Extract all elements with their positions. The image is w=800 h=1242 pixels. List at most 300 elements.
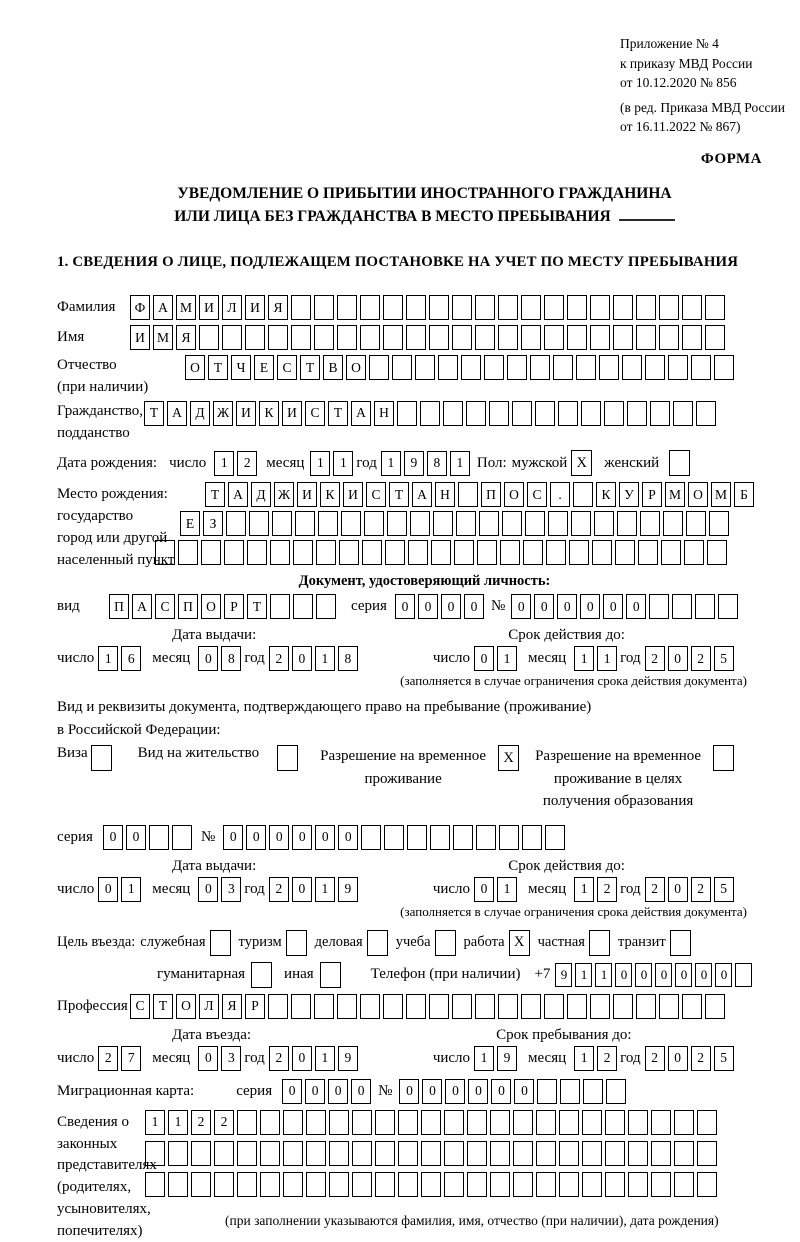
char-cell[interactable] <box>674 1141 694 1166</box>
char-cell[interactable] <box>168 1141 188 1166</box>
char-cell[interactable] <box>512 401 532 426</box>
char-cell[interactable]: Ж <box>213 401 233 426</box>
char-cell[interactable] <box>499 825 519 850</box>
char-cell[interactable]: 0 <box>198 877 218 902</box>
gender-female-checkbox[interactable] <box>669 450 690 476</box>
char-cell[interactable] <box>581 401 601 426</box>
char-cell[interactable] <box>606 1079 626 1104</box>
char-cell[interactable]: К <box>596 482 616 507</box>
char-cell[interactable]: 2 <box>645 877 665 902</box>
char-cell[interactable]: 2 <box>597 877 617 902</box>
char-cell[interactable] <box>408 540 428 565</box>
char-cell[interactable]: Т <box>247 594 267 619</box>
char-cell[interactable] <box>429 994 449 1019</box>
char-cell[interactable]: И <box>282 401 302 426</box>
char-cell[interactable] <box>452 994 472 1019</box>
char-cell[interactable]: 1 <box>315 1046 335 1071</box>
char-cell[interactable] <box>599 355 619 380</box>
char-cell[interactable] <box>617 511 637 536</box>
char-cell[interactable] <box>507 355 527 380</box>
char-cell[interactable]: 2 <box>691 646 711 671</box>
char-cell[interactable]: 1 <box>98 646 118 671</box>
char-cell[interactable] <box>525 511 545 536</box>
char-cell[interactable] <box>522 825 542 850</box>
char-cell[interactable]: Л <box>222 295 242 320</box>
char-cell[interactable] <box>398 1141 418 1166</box>
char-cell[interactable] <box>398 1172 418 1197</box>
char-cell[interactable]: 0 <box>292 877 312 902</box>
char-cell[interactable] <box>705 325 725 350</box>
char-cell[interactable]: 2 <box>98 1046 118 1071</box>
char-cell[interactable] <box>559 1172 579 1197</box>
char-cell[interactable] <box>362 540 382 565</box>
char-cell[interactable] <box>337 295 357 320</box>
char-cell[interactable] <box>291 295 311 320</box>
char-cell[interactable]: 0 <box>474 877 494 902</box>
char-cell[interactable] <box>661 540 681 565</box>
gender-male-checkbox[interactable]: X <box>571 450 592 476</box>
char-cell[interactable] <box>513 1141 533 1166</box>
char-cell[interactable] <box>477 540 497 565</box>
char-cell[interactable]: Е <box>180 511 200 536</box>
char-cell[interactable]: М <box>711 482 731 507</box>
char-cell[interactable] <box>429 325 449 350</box>
char-cell[interactable] <box>407 825 427 850</box>
char-cell[interactable] <box>237 1141 257 1166</box>
purpose-other-checkbox[interactable] <box>320 962 341 988</box>
char-cell[interactable] <box>268 994 288 1019</box>
char-cell[interactable]: Д <box>190 401 210 426</box>
char-cell[interactable] <box>387 511 407 536</box>
char-cell[interactable]: 9 <box>338 1046 358 1071</box>
purpose-private-checkbox[interactable] <box>589 930 610 956</box>
char-cell[interactable]: Т <box>389 482 409 507</box>
char-cell[interactable]: 0 <box>126 825 146 850</box>
char-cell[interactable]: 0 <box>98 877 118 902</box>
char-cell[interactable] <box>415 355 435 380</box>
char-cell[interactable] <box>569 540 589 565</box>
char-cell[interactable] <box>406 994 426 1019</box>
char-cell[interactable] <box>456 511 476 536</box>
char-cell[interactable] <box>410 511 430 536</box>
char-cell[interactable]: 0 <box>626 594 646 619</box>
purpose-tourism-checkbox[interactable] <box>286 930 307 956</box>
char-cell[interactable]: 1 <box>497 877 517 902</box>
char-cell[interactable] <box>453 825 473 850</box>
char-cell[interactable] <box>682 994 702 1019</box>
char-cell[interactable] <box>673 401 693 426</box>
char-cell[interactable]: 0 <box>418 594 438 619</box>
char-cell[interactable] <box>291 994 311 1019</box>
char-cell[interactable] <box>249 511 269 536</box>
char-cell[interactable] <box>628 1172 648 1197</box>
char-cell[interactable] <box>420 401 440 426</box>
char-cell[interactable]: 5 <box>714 877 734 902</box>
char-cell[interactable] <box>392 355 412 380</box>
char-cell[interactable] <box>314 295 334 320</box>
char-cell[interactable] <box>224 540 244 565</box>
char-cell[interactable] <box>191 1141 211 1166</box>
char-cell[interactable] <box>360 325 380 350</box>
char-cell[interactable]: 0 <box>557 594 577 619</box>
char-cell[interactable]: П <box>109 594 129 619</box>
char-cell[interactable] <box>360 295 380 320</box>
char-cell[interactable]: 0 <box>223 825 243 850</box>
char-cell[interactable] <box>651 1110 671 1135</box>
char-cell[interactable] <box>214 1141 234 1166</box>
char-cell[interactable]: 1 <box>121 877 141 902</box>
char-cell[interactable] <box>475 325 495 350</box>
char-cell[interactable]: А <box>167 401 187 426</box>
char-cell[interactable] <box>650 401 670 426</box>
char-cell[interactable] <box>490 1172 510 1197</box>
char-cell[interactable]: 0 <box>315 825 335 850</box>
char-cell[interactable]: 1 <box>310 451 330 476</box>
char-cell[interactable] <box>383 325 403 350</box>
char-cell[interactable]: 0 <box>603 594 623 619</box>
char-cell[interactable]: 1 <box>497 646 517 671</box>
char-cell[interactable] <box>583 1079 603 1104</box>
char-cell[interactable]: Н <box>374 401 394 426</box>
char-cell[interactable]: С <box>277 355 297 380</box>
char-cell[interactable]: Р <box>642 482 662 507</box>
char-cell[interactable] <box>270 594 290 619</box>
char-cell[interactable]: 1 <box>575 963 592 987</box>
char-cell[interactable]: 0 <box>305 1079 325 1104</box>
char-cell[interactable] <box>318 511 338 536</box>
purpose-official-checkbox[interactable] <box>210 930 231 956</box>
char-cell[interactable] <box>636 325 656 350</box>
char-cell[interactable]: 6 <box>121 646 141 671</box>
char-cell[interactable] <box>498 295 518 320</box>
char-cell[interactable] <box>559 1141 579 1166</box>
char-cell[interactable] <box>484 355 504 380</box>
char-cell[interactable] <box>697 1172 717 1197</box>
char-cell[interactable]: 0 <box>580 594 600 619</box>
char-cell[interactable]: 2 <box>269 646 289 671</box>
char-cell[interactable]: М <box>176 295 196 320</box>
char-cell[interactable]: 9 <box>338 877 358 902</box>
char-cell[interactable] <box>429 295 449 320</box>
char-cell[interactable] <box>337 994 357 1019</box>
char-cell[interactable] <box>443 401 463 426</box>
char-cell[interactable]: П <box>178 594 198 619</box>
char-cell[interactable]: 0 <box>675 963 692 987</box>
char-cell[interactable]: 7 <box>121 1046 141 1071</box>
char-cell[interactable] <box>659 295 679 320</box>
char-cell[interactable] <box>530 355 550 380</box>
char-cell[interactable] <box>329 1172 349 1197</box>
char-cell[interactable] <box>260 1110 280 1135</box>
char-cell[interactable]: 2 <box>191 1110 211 1135</box>
char-cell[interactable] <box>697 1141 717 1166</box>
char-cell[interactable]: 1 <box>315 877 335 902</box>
char-cell[interactable]: А <box>228 482 248 507</box>
char-cell[interactable]: Т <box>205 482 225 507</box>
char-cell[interactable] <box>339 540 359 565</box>
char-cell[interactable] <box>605 1110 625 1135</box>
char-cell[interactable]: 2 <box>691 1046 711 1071</box>
char-cell[interactable]: В <box>323 355 343 380</box>
char-cell[interactable] <box>636 295 656 320</box>
char-cell[interactable]: 8 <box>221 646 241 671</box>
char-cell[interactable]: А <box>153 295 173 320</box>
char-cell[interactable] <box>559 1110 579 1135</box>
char-cell[interactable]: М <box>665 482 685 507</box>
char-cell[interactable] <box>615 540 635 565</box>
char-cell[interactable]: 2 <box>214 1110 234 1135</box>
char-cell[interactable]: 0 <box>695 963 712 987</box>
char-cell[interactable] <box>638 540 658 565</box>
char-cell[interactable]: И <box>297 482 317 507</box>
char-cell[interactable] <box>306 1110 326 1135</box>
char-cell[interactable] <box>513 1172 533 1197</box>
char-cell[interactable] <box>537 1079 557 1104</box>
char-cell[interactable]: 0 <box>655 963 672 987</box>
char-cell[interactable]: 3 <box>221 877 241 902</box>
char-cell[interactable] <box>705 295 725 320</box>
char-cell[interactable] <box>430 825 450 850</box>
char-cell[interactable]: 0 <box>491 1079 511 1104</box>
char-cell[interactable] <box>560 1079 580 1104</box>
char-cell[interactable]: 0 <box>328 1079 348 1104</box>
char-cell[interactable] <box>360 994 380 1019</box>
char-cell[interactable] <box>613 295 633 320</box>
char-cell[interactable] <box>406 295 426 320</box>
char-cell[interactable]: С <box>155 594 175 619</box>
char-cell[interactable]: 0 <box>668 1046 688 1071</box>
char-cell[interactable]: 0 <box>668 877 688 902</box>
char-cell[interactable] <box>375 1172 395 1197</box>
char-cell[interactable] <box>498 325 518 350</box>
char-cell[interactable]: А <box>412 482 432 507</box>
char-cell[interactable] <box>651 1141 671 1166</box>
char-cell[interactable]: С <box>366 482 386 507</box>
char-cell[interactable]: И <box>236 401 256 426</box>
char-cell[interactable]: С <box>130 994 150 1019</box>
char-cell[interactable] <box>168 1172 188 1197</box>
char-cell[interactable]: 5 <box>714 646 734 671</box>
char-cell[interactable]: 0 <box>464 594 484 619</box>
char-cell[interactable]: К <box>320 482 340 507</box>
char-cell[interactable] <box>498 994 518 1019</box>
char-cell[interactable]: 0 <box>441 594 461 619</box>
char-cell[interactable]: 0 <box>395 594 415 619</box>
char-cell[interactable]: 0 <box>292 1046 312 1071</box>
purpose-work-checkbox[interactable]: X <box>509 930 530 956</box>
char-cell[interactable]: Т <box>300 355 320 380</box>
char-cell[interactable] <box>544 295 564 320</box>
char-cell[interactable]: 0 <box>534 594 554 619</box>
char-cell[interactable]: Ж <box>274 482 294 507</box>
char-cell[interactable]: О <box>688 482 708 507</box>
char-cell[interactable]: 0 <box>103 825 123 850</box>
char-cell[interactable] <box>421 1141 441 1166</box>
char-cell[interactable] <box>421 1172 441 1197</box>
char-cell[interactable] <box>695 594 715 619</box>
char-cell[interactable] <box>272 511 292 536</box>
char-cell[interactable] <box>628 1141 648 1166</box>
char-cell[interactable]: . <box>550 482 570 507</box>
char-cell[interactable] <box>709 511 729 536</box>
char-cell[interactable] <box>546 540 566 565</box>
char-cell[interactable] <box>707 540 727 565</box>
char-cell[interactable]: 0 <box>635 963 652 987</box>
char-cell[interactable]: Я <box>176 325 196 350</box>
char-cell[interactable] <box>199 325 219 350</box>
char-cell[interactable]: 0 <box>292 825 312 850</box>
char-cell[interactable]: С <box>527 482 547 507</box>
char-cell[interactable] <box>573 482 593 507</box>
char-cell[interactable] <box>283 1110 303 1135</box>
char-cell[interactable] <box>545 825 565 850</box>
char-cell[interactable]: 0 <box>468 1079 488 1104</box>
char-cell[interactable] <box>444 1172 464 1197</box>
char-cell[interactable]: К <box>259 401 279 426</box>
char-cell[interactable] <box>613 325 633 350</box>
char-cell[interactable]: 0 <box>351 1079 371 1104</box>
char-cell[interactable]: О <box>176 994 196 1019</box>
char-cell[interactable] <box>476 825 496 850</box>
char-cell[interactable] <box>329 1110 349 1135</box>
char-cell[interactable] <box>397 401 417 426</box>
char-cell[interactable] <box>513 1110 533 1135</box>
char-cell[interactable] <box>668 355 688 380</box>
char-cell[interactable] <box>306 1172 326 1197</box>
char-cell[interactable] <box>613 994 633 1019</box>
char-cell[interactable]: 3 <box>221 1046 241 1071</box>
temp-residence-checkbox[interactable]: X <box>498 745 519 771</box>
char-cell[interactable] <box>705 994 725 1019</box>
purpose-study-checkbox[interactable] <box>435 930 456 956</box>
char-cell[interactable]: С <box>305 401 325 426</box>
char-cell[interactable] <box>383 994 403 1019</box>
char-cell[interactable]: Т <box>328 401 348 426</box>
char-cell[interactable] <box>329 1141 349 1166</box>
char-cell[interactable] <box>375 1110 395 1135</box>
char-cell[interactable]: 0 <box>615 963 632 987</box>
char-cell[interactable] <box>735 963 752 987</box>
char-cell[interactable] <box>214 1172 234 1197</box>
char-cell[interactable] <box>306 1141 326 1166</box>
purpose-business-checkbox[interactable] <box>367 930 388 956</box>
char-cell[interactable]: Т <box>153 994 173 1019</box>
char-cell[interactable] <box>237 1110 257 1135</box>
char-cell[interactable]: Р <box>224 594 244 619</box>
purpose-transit-checkbox[interactable] <box>670 930 691 956</box>
char-cell[interactable] <box>385 540 405 565</box>
char-cell[interactable] <box>452 295 472 320</box>
char-cell[interactable]: 1 <box>595 963 612 987</box>
char-cell[interactable] <box>544 325 564 350</box>
char-cell[interactable]: 1 <box>597 646 617 671</box>
char-cell[interactable] <box>222 325 242 350</box>
char-cell[interactable] <box>226 511 246 536</box>
char-cell[interactable]: 0 <box>246 825 266 850</box>
char-cell[interactable]: Н <box>435 482 455 507</box>
char-cell[interactable] <box>316 594 336 619</box>
char-cell[interactable]: 1 <box>214 451 234 476</box>
char-cell[interactable] <box>314 325 334 350</box>
char-cell[interactable]: 2 <box>269 877 289 902</box>
char-cell[interactable] <box>384 825 404 850</box>
char-cell[interactable]: З <box>203 511 223 536</box>
char-cell[interactable] <box>361 825 381 850</box>
char-cell[interactable] <box>659 325 679 350</box>
char-cell[interactable]: 2 <box>645 646 665 671</box>
char-cell[interactable] <box>406 325 426 350</box>
char-cell[interactable] <box>636 994 656 1019</box>
char-cell[interactable] <box>341 511 361 536</box>
char-cell[interactable] <box>649 594 669 619</box>
char-cell[interactable] <box>260 1141 280 1166</box>
char-cell[interactable] <box>149 825 169 850</box>
char-cell[interactable]: 2 <box>597 1046 617 1071</box>
char-cell[interactable]: У <box>619 482 639 507</box>
char-cell[interactable]: 0 <box>445 1079 465 1104</box>
char-cell[interactable] <box>535 401 555 426</box>
char-cell[interactable] <box>475 295 495 320</box>
char-cell[interactable] <box>645 355 665 380</box>
char-cell[interactable]: 1 <box>145 1110 165 1135</box>
char-cell[interactable] <box>651 1172 671 1197</box>
char-cell[interactable] <box>431 540 451 565</box>
char-cell[interactable]: 2 <box>645 1046 665 1071</box>
char-cell[interactable] <box>270 540 290 565</box>
char-cell[interactable] <box>663 511 683 536</box>
char-cell[interactable] <box>421 1110 441 1135</box>
char-cell[interactable] <box>293 594 313 619</box>
char-cell[interactable] <box>582 1141 602 1166</box>
char-cell[interactable] <box>293 540 313 565</box>
char-cell[interactable] <box>444 1141 464 1166</box>
char-cell[interactable] <box>640 511 660 536</box>
char-cell[interactable]: О <box>346 355 366 380</box>
char-cell[interactable] <box>558 401 578 426</box>
char-cell[interactable] <box>490 1110 510 1135</box>
char-cell[interactable] <box>674 1172 694 1197</box>
char-cell[interactable]: 0 <box>198 646 218 671</box>
char-cell[interactable] <box>582 1172 602 1197</box>
char-cell[interactable] <box>682 295 702 320</box>
char-cell[interactable]: 1 <box>333 451 353 476</box>
char-cell[interactable]: 0 <box>511 594 531 619</box>
char-cell[interactable]: 1 <box>168 1110 188 1135</box>
char-cell[interactable] <box>191 1172 211 1197</box>
char-cell[interactable] <box>521 295 541 320</box>
char-cell[interactable] <box>490 1141 510 1166</box>
char-cell[interactable] <box>686 511 706 536</box>
char-cell[interactable]: 0 <box>422 1079 442 1104</box>
temp-residence-edu-checkbox[interactable] <box>713 745 734 771</box>
char-cell[interactable]: 0 <box>338 825 358 850</box>
char-cell[interactable] <box>291 325 311 350</box>
char-cell[interactable]: 9 <box>555 963 572 987</box>
char-cell[interactable]: 2 <box>237 451 257 476</box>
char-cell[interactable] <box>237 1172 257 1197</box>
char-cell[interactable] <box>352 1172 372 1197</box>
char-cell[interactable] <box>337 325 357 350</box>
char-cell[interactable] <box>521 325 541 350</box>
char-cell[interactable] <box>553 355 573 380</box>
char-cell[interactable]: П <box>481 482 501 507</box>
char-cell[interactable]: 2 <box>691 877 711 902</box>
char-cell[interactable] <box>567 325 587 350</box>
char-cell[interactable] <box>544 994 564 1019</box>
char-cell[interactable] <box>500 540 520 565</box>
char-cell[interactable]: О <box>201 594 221 619</box>
char-cell[interactable]: 5 <box>714 1046 734 1071</box>
